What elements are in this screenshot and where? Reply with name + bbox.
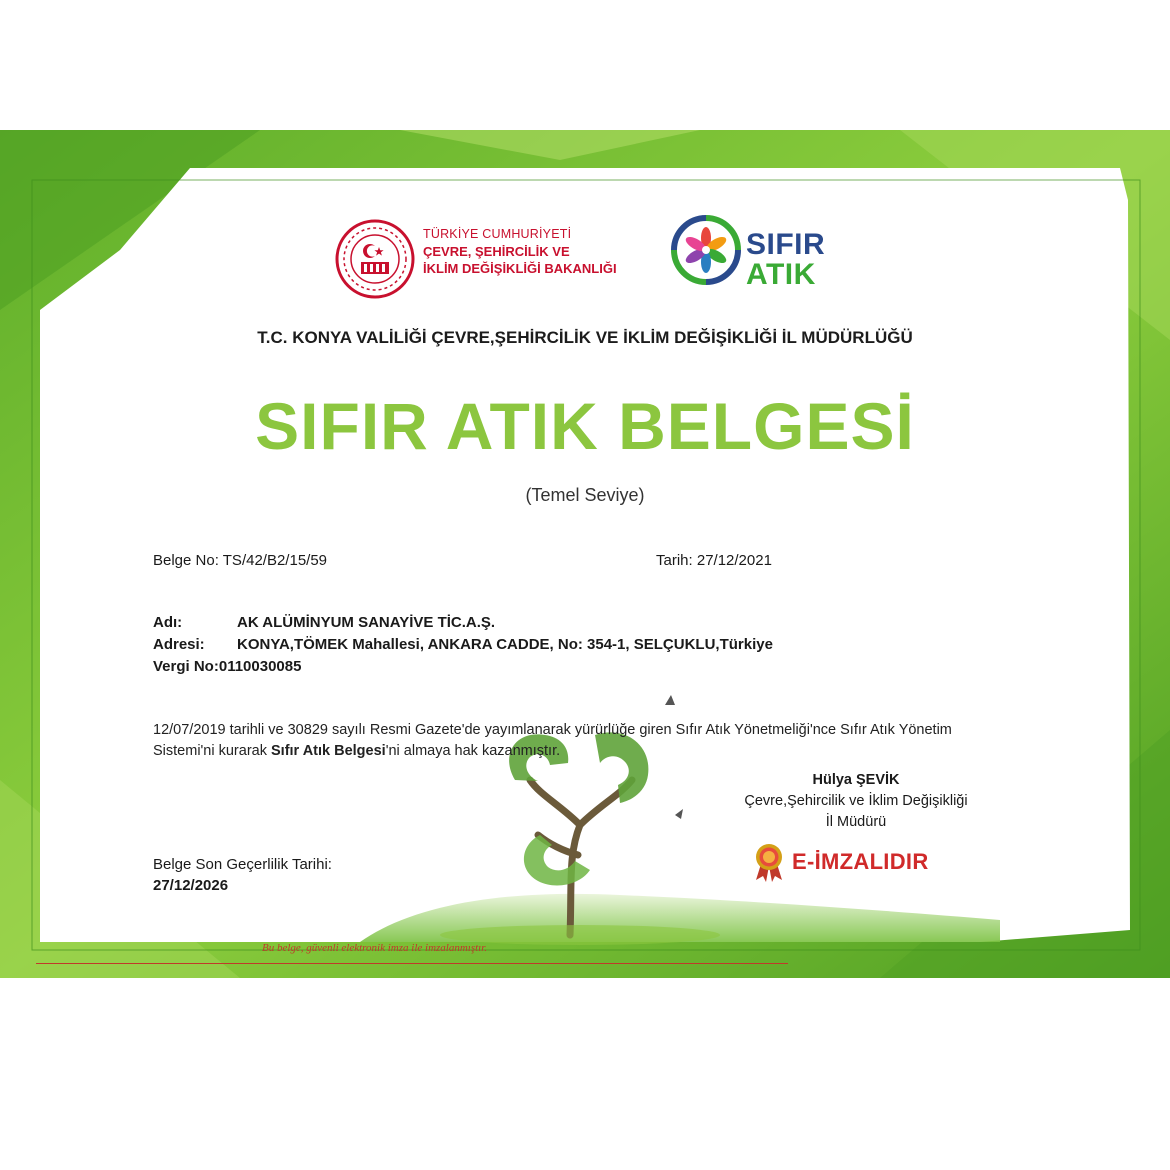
ministry-line-3: İKLİM DEĞİŞİKLİĞİ BAKANLIĞI — [423, 261, 617, 276]
e-signature-label: E-İMZALIDIR — [792, 849, 929, 874]
holder-tax-row — [153, 656, 773, 678]
e-signature-badge — [752, 842, 929, 882]
signer-title-1: Çevre,Şehircilik ve İklim Değişikliği — [744, 793, 968, 809]
zero-waste-logo-text — [746, 230, 825, 290]
holder-address: KONYA,TÖMEK Mahallesi, ANKARA CADDE, No: 354-1, SELÇUKLU,Türkiye — [237, 636, 773, 653]
holder-info — [153, 612, 773, 678]
certificate-frame — [0, 130, 1170, 978]
zero-waste-logo-icon — [668, 212, 744, 288]
certificate-level: (Temel Seviye) — [525, 485, 645, 505]
e-signature-footnote: Bu belge, güvenli elektronik imza ile imzalanmıştır. — [262, 942, 488, 954]
ministry-line-2: ÇEVRE, ŞEHİRCİLİK VE — [423, 244, 570, 259]
holder-name: AK ALÜMİNYUM SANAYİVE TİC.A.Ş. — [237, 614, 496, 631]
rosette-icon — [752, 842, 786, 882]
validity-block — [153, 854, 332, 896]
holder-address-label: Adresi: — [153, 636, 205, 653]
ministry-name — [423, 226, 617, 277]
statement-part-2: 'ni almaya hak kazanmıştır. — [385, 743, 561, 759]
ministry-line-1: TÜRKİYE CUMHURİYETİ — [423, 227, 572, 241]
holder-tax-label: Vergi No: — [153, 658, 219, 675]
signer-name: Hülya ŞEVİK — [812, 772, 900, 788]
zero-waste-logo-line-2: ATIK — [746, 258, 816, 291]
ministry-seal-icon — [334, 218, 416, 300]
validity-label: Belge Son Geçerlilik Tarihi: — [153, 856, 332, 873]
signer-block — [706, 770, 1006, 833]
signer-title-2: İl Müdürü — [825, 814, 887, 830]
directorate-heading: T.C. KONYA VALİLİĞİ ÇEVRE,ŞEHİRCİLİK VE İKLİM DEĞİŞİKLİĞİ İL MÜDÜRLÜĞÜ — [257, 328, 913, 347]
zero-waste-logo-line-1: SIFIR — [746, 228, 826, 261]
certificate-statement — [153, 720, 973, 762]
certificate-title: SIFIR ATIK BELGESİ — [255, 389, 915, 463]
footnote-divider — [36, 963, 788, 964]
validity-date: 27/12/2026 — [153, 877, 229, 894]
statement-bold: Sıfır Atık Belgesi — [271, 743, 386, 759]
issue-date: Tarih: 27/12/2021 — [656, 552, 772, 569]
statement-part-1: 12/07/2019 tarihli ve 30829 sayılı Resmi Gazete'de yayımlanarak yürürlüğe giren Sıfır Atık Yönetmeliği'nce Sıfır Atık Yönetim Sistemi'ni kurarak — [153, 722, 952, 759]
holder-name-label: Adı: — [153, 614, 183, 631]
holder-address-row — [153, 634, 773, 656]
holder-tax-no: 0110030085 — [218, 658, 302, 675]
holder-name-row — [153, 612, 773, 634]
document-number: Belge No: TS/42/B2/15/59 — [153, 552, 328, 569]
